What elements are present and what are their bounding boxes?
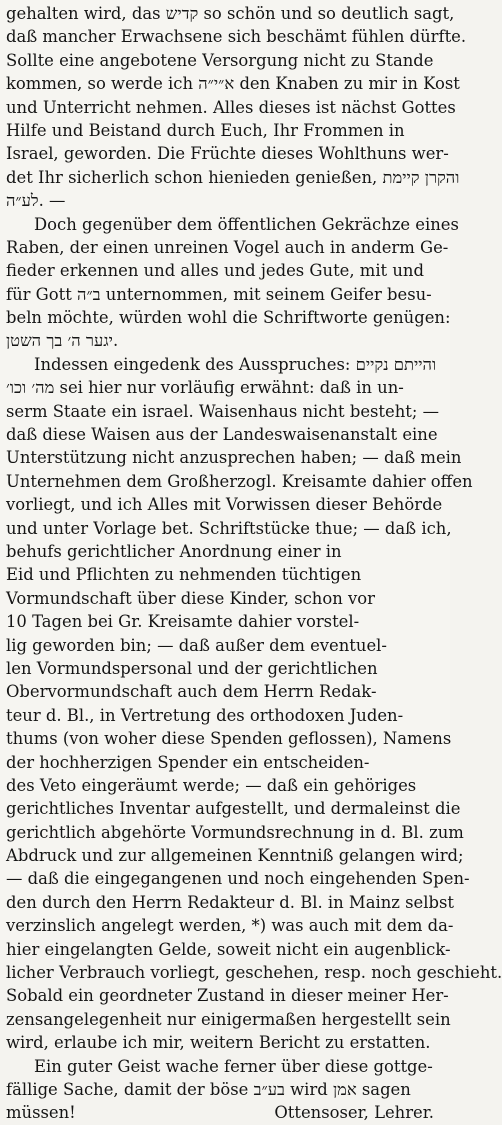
text-line-30: Obervormundschaft auch dem Herrn Redak- — [6, 682, 377, 702]
text-line-47: fällige Sache, damit der böse בע״ב wird אמן sagen — [6, 1079, 411, 1099]
text-line-4: kommen, so werde ich א״י״ה den Knaben zu mir in Kost — [6, 74, 460, 94]
text-line-2: daß mancher Erwachsene sich beschämt fühlen dürfte. — [6, 27, 467, 47]
text-line-12: fieder erkennen und alles und jedes Gute, mit und — [6, 261, 424, 281]
text-line-22: vorliegt, und ich Alles mit Vorwissen dieser Behörde — [6, 495, 443, 515]
text-line-21: Unternehmen dem Großherzogl. Kreisamte dahier offen — [6, 471, 473, 491]
text-line-6: Hilfe und Beistand durch Euch, Ihr Frommen in — [6, 120, 405, 140]
text-line-9: לע״ה. — — [6, 191, 66, 211]
text-line-29: len Vormundspersonal und der gerichtlichen — [6, 658, 378, 678]
text-line-7: Israel, geworden. Die Früchte dieses Wohlthuns wer- — [6, 144, 449, 164]
text-line-33: der hochherzigen Spender ein entscheiden- — [6, 752, 370, 772]
text-line-31: teur d. Bl., in Vertretung des orthodoxen Juden- — [6, 705, 404, 725]
text-line-11: Raben, der einen unreinen Vogel auch in anderm Ge- — [6, 237, 449, 257]
text-line-27: 10 Tagen bei Gr. Kreisamte dahier vorstel- — [6, 612, 360, 632]
text-line-35: gerichtliches Inventar aufgestellt, und dermaleinst die — [6, 799, 461, 819]
text-line-14: beln möchte, würden wohl die Schriftworte genügen: — [6, 308, 451, 328]
text-line-28: lig geworden bin; — daß außer dem eventuel- — [6, 635, 387, 655]
text-line-38: — daß die eingegangenen und noch eingehenden Spen- — [6, 869, 470, 889]
text-line-15: יגער ה׳ בך השטן. — [6, 331, 119, 351]
text-line-41: hier eingelangten Gelde, soweit nicht ein augenblick- — [6, 939, 451, 959]
text-line-26: Vormundschaft über diese Kinder, schon vor — [6, 588, 375, 608]
text-line-44: zensangelegenheit nur einigermaßen hergestellt sein — [6, 1009, 451, 1029]
text-line-23: und unter Vorlage bet. Schriftstücke thue; — daß ich, — [6, 518, 452, 538]
text-line-45: wird, erlaube ich mir, weitern Bericht zu erstatten. — [6, 1033, 431, 1053]
closing-word: müssen! — [6, 1103, 76, 1123]
text-line-25: Eid und Pflichten zu nehmenden tüchtigen — [6, 565, 362, 585]
text-line-3: Sollte eine angebotene Versorgung nicht zu Stande — [6, 50, 434, 70]
text-line-18: serm Staate ein israel. Waisenhaus nicht besteht; — — [6, 401, 439, 421]
text-line-13: für Gott ב״ה unternommen, mit seinem Geifer besu- — [6, 284, 432, 304]
text-line-34: des Veto eingeräumt werde; — daß ein gehöriges — [6, 775, 417, 795]
text-line-37: Abdruck und zur allgemeinen Kenntniß gelangen wird; — [6, 846, 464, 866]
text-line-24: behufs gerichtlicher Anordnung einer in — [6, 541, 342, 561]
text-line-16: Indessen eingedenk des Ausspruches: והייתם נקיים — [34, 354, 437, 374]
closing-line — [6, 1101, 442, 1124]
text-line-17: מה׳ וכו׳ sei hier nur vorläufig erwähnt: daß in un- — [6, 378, 404, 398]
text-line-5: und Unterricht nehmen. Alles dieses ist nächst Gottes — [6, 97, 456, 117]
text-line-10: Doch gegenüber dem öffentlichen Gekrächze eines — [34, 214, 459, 234]
text-line-39: den durch den Herrn Redakteur d. Bl. in Mainz selbst — [6, 892, 454, 912]
text-line-8: det Ihr sicherlich schon hienieden genießen, והקרן קיימת — [6, 167, 460, 187]
text-line-40: verzinslich angelegt werden, *) was auch mit dem da- — [6, 916, 454, 936]
author-signature: Ottensoser, Lehrer. — [274, 1103, 434, 1123]
text-line-43: Sobald ein geordneter Zustand in dieser meiner Her- — [6, 986, 449, 1006]
text-line-32: thums (von woher diese Spenden geflossen), Namens — [6, 729, 452, 749]
text-line-36: gerichtlich abgehörte Vormundsrechnung in d. Bl. zum — [6, 822, 464, 842]
text-line-19: daß diese Waisen aus der Landeswaisenanstalt eine — [6, 425, 438, 445]
text-line-1: gehalten wird, das קדיש so schön und so deutlich sagt, — [6, 4, 455, 23]
text-line-46: Ein guter Geist wache ferner über diese gottge- — [34, 1056, 433, 1076]
text-line-42: licher Verbrauch vorliegt, geschehen, resp. noch geschieht. — [6, 963, 502, 983]
text-line-20: Unterstützung nicht anzusprechen haben; — daß mein — [6, 448, 462, 468]
